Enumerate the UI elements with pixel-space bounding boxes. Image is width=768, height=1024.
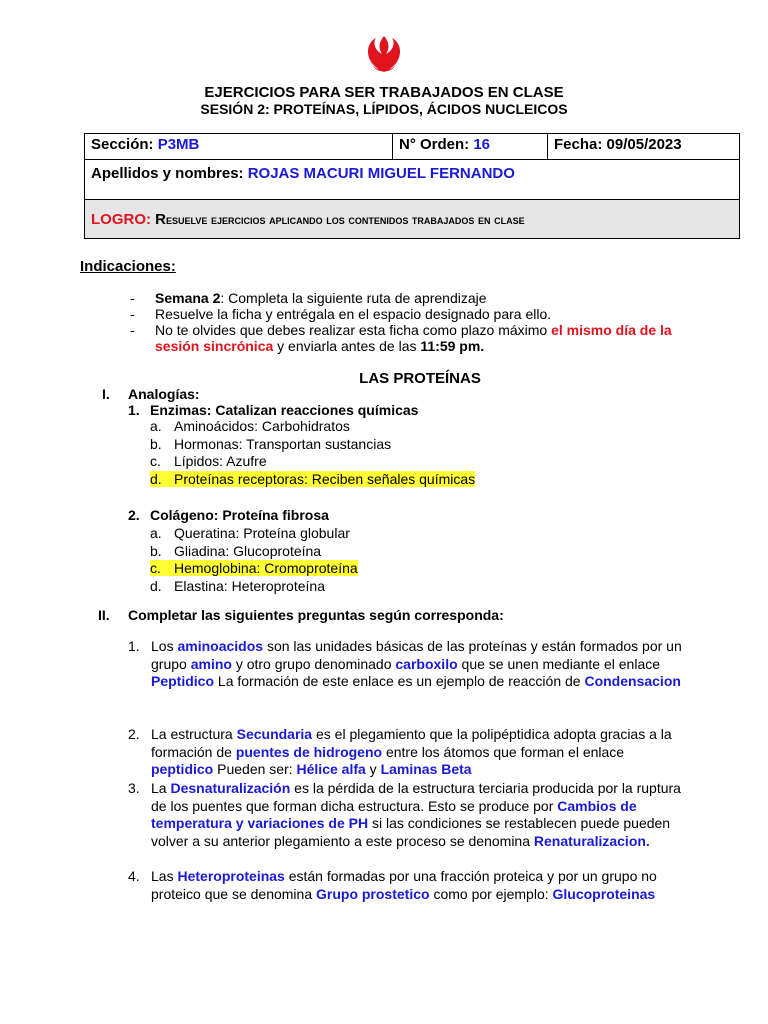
part1-numeral: I. <box>102 386 110 402</box>
part1-q1-options <box>150 418 475 488</box>
nombre-cell <box>85 160 740 200</box>
fecha-cell <box>548 134 740 160</box>
indicaciones-list <box>128 290 698 354</box>
nombre-value: ROJAS MACURI MIGUEL FERNANDO <box>247 165 515 182</box>
part1-q2-number: 2. <box>128 507 140 523</box>
part1-q1-title: Enzimas: Catalizan reacciones químicas <box>150 402 419 418</box>
fecha-label: Fecha: <box>554 136 603 153</box>
part2-question-3: 3. La Desnaturalización es la pérdida de la estructura terciaria producida por la ruptura de los puentes que forman dicha estructura. Esto se produce por Cambios de temperatura y variaciones de PH si las condiciones se restablecen puede pueden volver a su anterior plegamiento a este proceso se denomina Renaturalizacion. <box>128 780 681 849</box>
option-a: a. Queratina: Proteína globular <box>150 525 350 541</box>
document-subtitle: SESIÓN 2: PROTEÍNAS, LÍPIDOS, ÁCIDOS NUCLEICOS <box>200 101 568 117</box>
list-item: - No te olvides que debes realizar esta ficha como plazo máximo el mismo día de la sesión sincrónica y enviarla antes de las 11:59 pm. <box>130 322 672 354</box>
part2-numeral: II. <box>98 607 110 623</box>
document-title: EJERCICIOS PARA SER TRABAJADOS EN CLASE <box>204 84 564 101</box>
seccion-cell <box>85 134 393 160</box>
option-d: d. Elastina: Heteroproteína <box>150 577 325 594</box>
logro-label: LOGRO: <box>91 210 151 228</box>
part2-question-1: 1. Los aminoacidos son las unidades básicas de las proteínas y están formados por un grupo amino y otro grupo denominado carboxilo que se unen mediante el enlace Peptidico La formación de este enlace es un ejemplo de reacción de Condensacion <box>128 638 682 689</box>
orden-label: N° Orden: <box>399 136 470 153</box>
orden-cell <box>393 134 548 160</box>
university-logo-icon <box>364 34 404 78</box>
student-info-table <box>84 133 740 239</box>
list-item: - Semana 2: Completa la siguiente ruta de aprendizaje <box>130 290 487 306</box>
list-item: - Resuelve la ficha y entrégala en el espacio designado para ello. <box>130 306 552 322</box>
option-d-highlighted: d. Proteínas receptoras: Reciben señales químicas <box>150 470 476 487</box>
indicaciones-title: Indicaciones: <box>80 258 176 275</box>
seccion-label: Sección: <box>91 136 154 153</box>
option-b: b. Hormonas: Transportan sustancias <box>150 435 392 452</box>
section-title: LAS PROTEÍNAS <box>359 370 481 387</box>
orden-value: 16 <box>473 136 491 153</box>
part1-q2-options <box>150 525 358 595</box>
option-a: a. Aminoácidos: Carbohidratos <box>150 418 350 434</box>
part2-title: Completar las siguientes preguntas según corresponda: <box>128 607 504 623</box>
option-b: b. Gliadina: Glucoproteína <box>150 542 322 559</box>
option-c-highlighted: c. Hemoglobina: Cromoproteína <box>150 560 358 576</box>
fecha-value: 09/05/2023 <box>606 136 682 153</box>
part2-question-4: 4. Las Heteroproteinas están formadas por una fracción proteica y por un grupo no proteico que se denomina Grupo prostetico como por ejemplo: Glucoproteinas <box>128 868 657 902</box>
seccion-value: P3MB <box>157 136 200 153</box>
logro-cell <box>85 200 740 239</box>
logro-text: Resuelve ejercicios aplicando los contenidos trabajados en clase <box>155 210 525 228</box>
part2-question-2: 2. La estructura Secundaria es el plegamiento que la polipéptidica adopta gracias a la formación de puentes de hidrogeno entre los átomos que forman el enlace peptidico Pueden ser: Hélice alfa y Laminas Beta <box>128 726 672 777</box>
part1-q1-number: 1. <box>128 402 140 418</box>
part1-title: Analogías: <box>128 386 200 402</box>
option-c: c. Lípidos: Azufre <box>150 453 267 469</box>
nombre-label: Apellidos y nombres: <box>91 165 244 182</box>
part1-q2-title: Colágeno: Proteína fibrosa <box>150 507 329 523</box>
